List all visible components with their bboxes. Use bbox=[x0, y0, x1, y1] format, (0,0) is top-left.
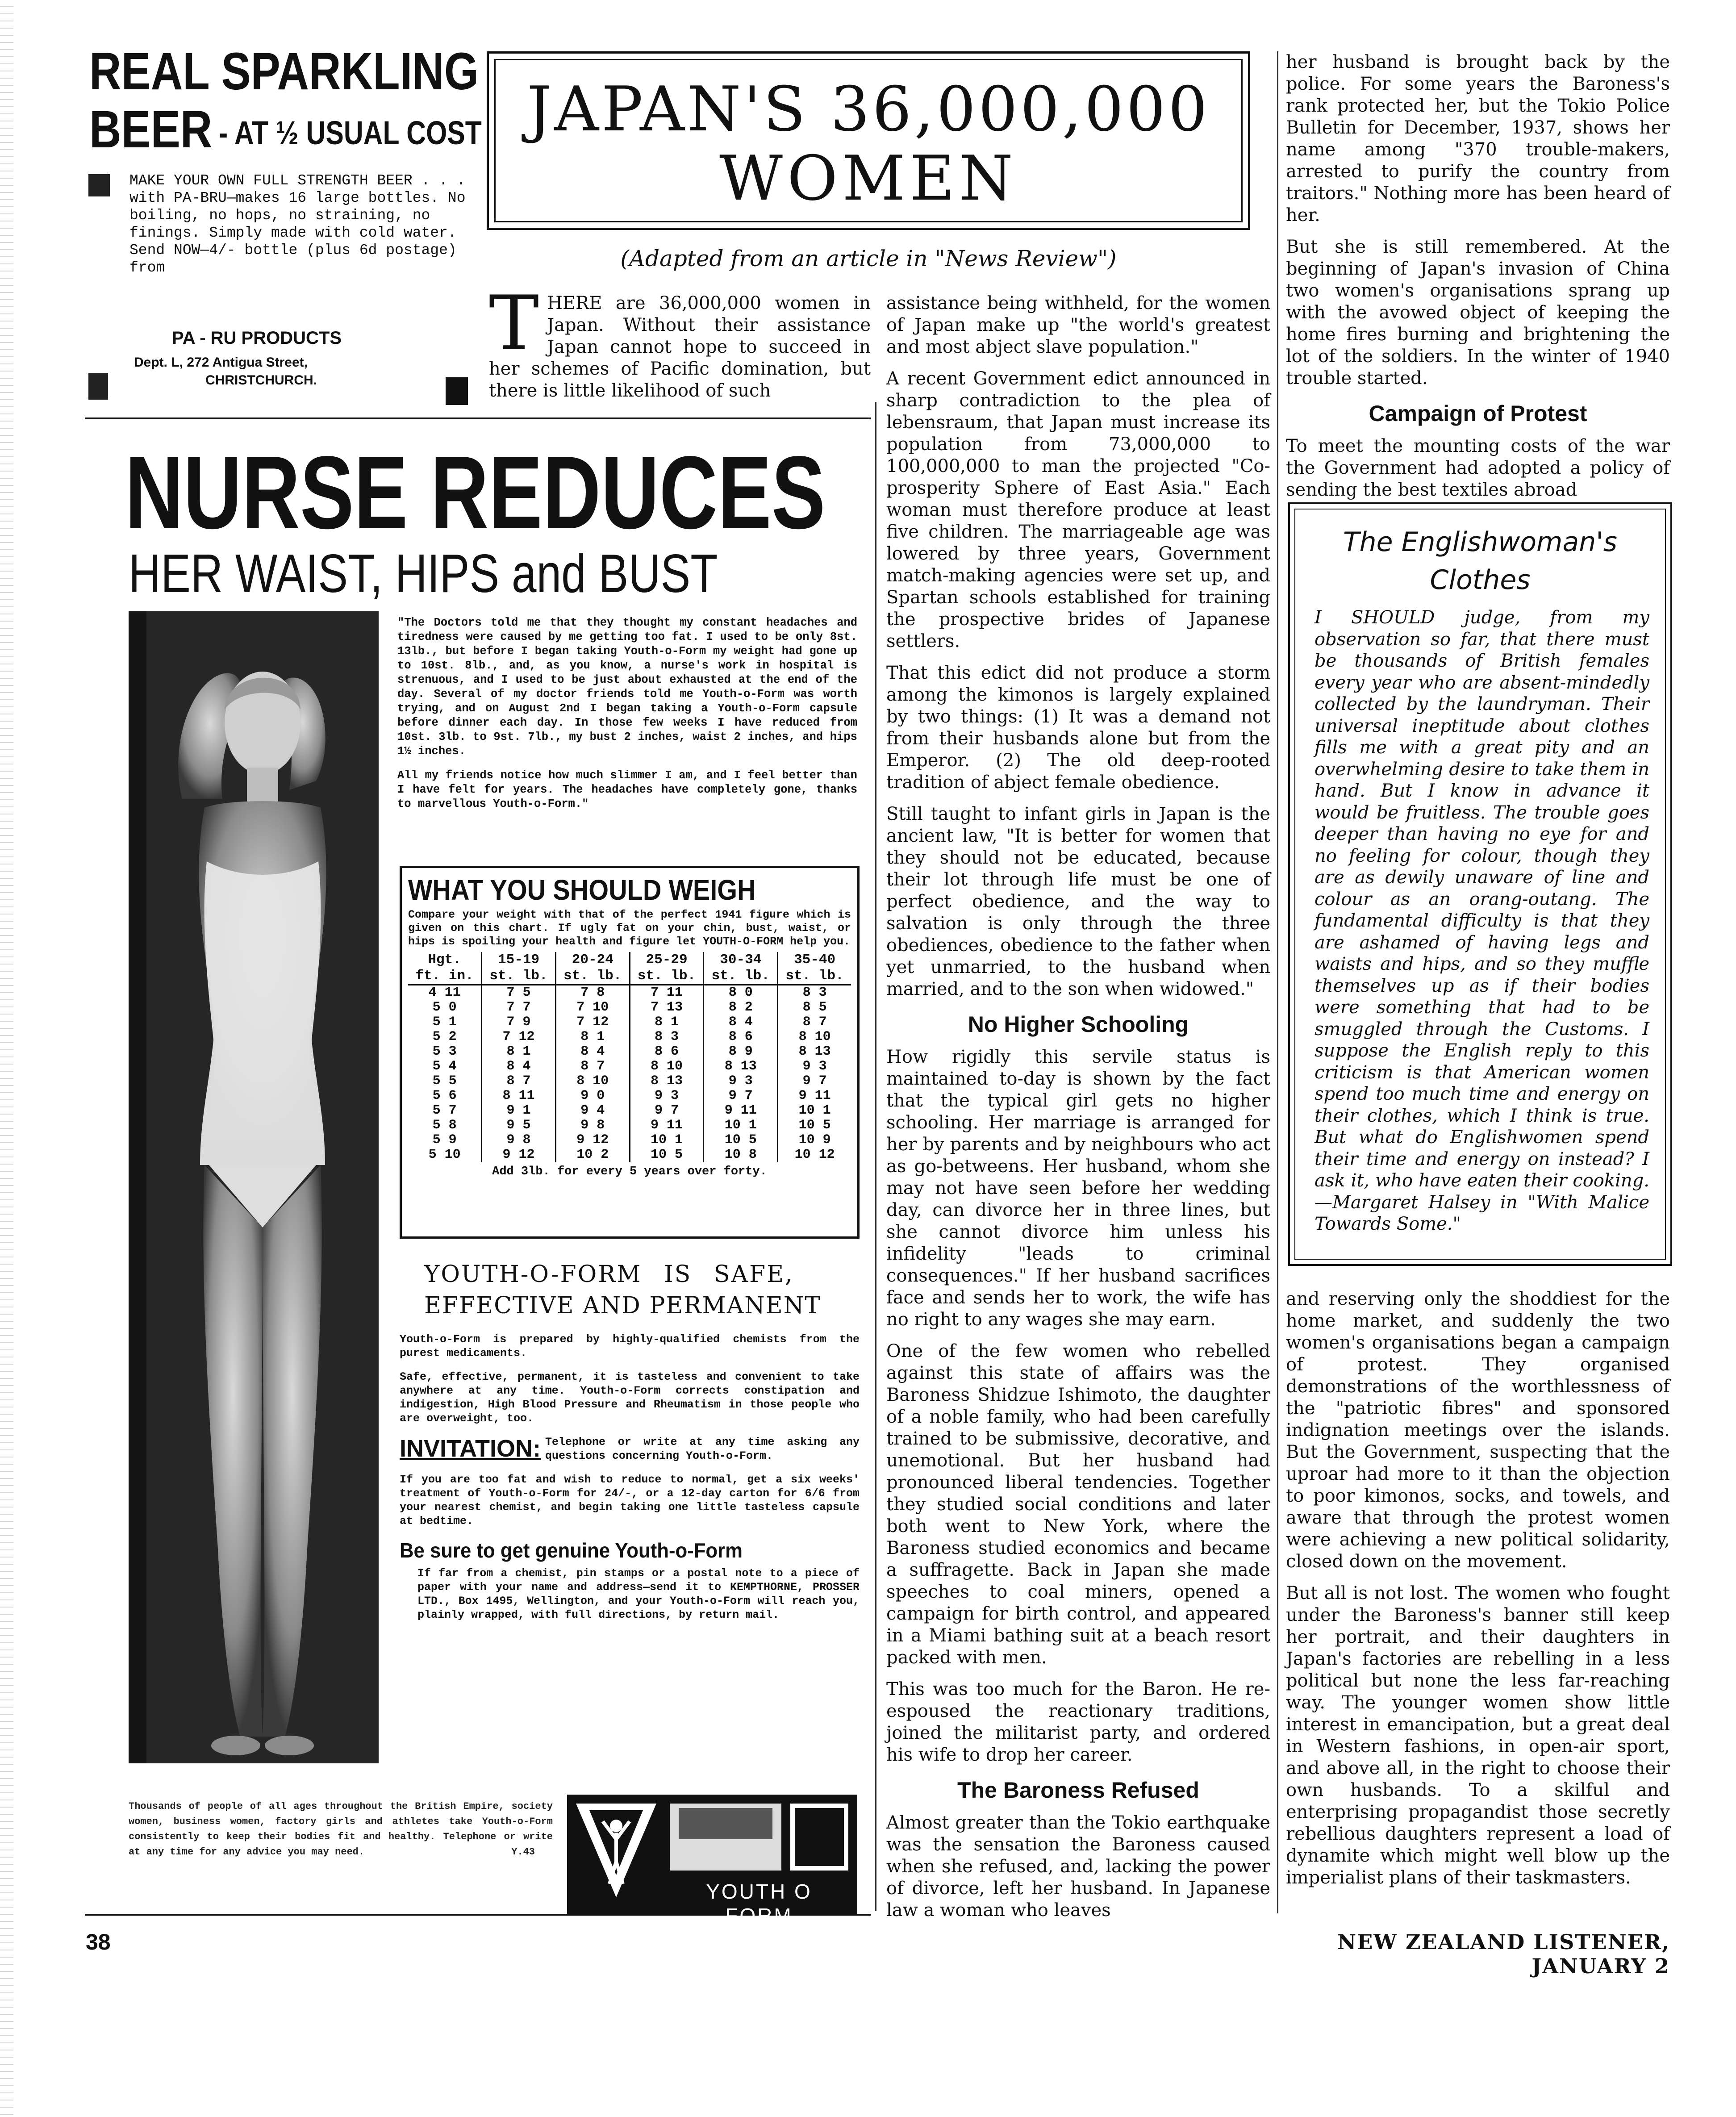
table-header-cell: 20-24 st. lb. bbox=[555, 952, 630, 985]
table-cell: 10 1 bbox=[630, 1133, 704, 1148]
invitation-label: INVITATION: bbox=[400, 1435, 541, 1462]
invitation bbox=[400, 1435, 860, 1463]
nurse-testimonial bbox=[397, 616, 857, 821]
table-cell: 9 7 bbox=[704, 1089, 778, 1103]
table-cell: 8 1 bbox=[555, 1030, 630, 1044]
beer-address-1: Dept. L, 272 Antigua Street, bbox=[134, 355, 308, 370]
table-header-cell: Hgt. ft. in. bbox=[408, 952, 482, 985]
table-cell: 8 6 bbox=[630, 1044, 704, 1059]
article-paragraph: Almost greater than the Tokio earthquake was the sensation the Baroness caused when she refused, and, lacking the power of divorce, left her husband. In Japanese law a woman who leaves bbox=[886, 1812, 1270, 1921]
table-cell: 7 12 bbox=[555, 1015, 630, 1030]
table-cell: 8 13 bbox=[778, 1044, 851, 1059]
subheading-baroness-refused: The Baroness Refused bbox=[957, 1778, 1199, 1803]
table-cell: 10 8 bbox=[704, 1148, 778, 1162]
article-paragraph: But all is not lost. The women who fought under the Baroness's banner still keep her portrait, and their daughters in Japan's factories are rebelling in a less political but none the less far-reaching way. The younger women show little interest in emancipation, but a great deal in Western fashions, in open-air sport, and above all, in the right to choose their own husbands. To a skilful and enterprising propagandist those secretly rebellious daughters represent a load of dynamite which might well blow up the imperialist plans of their taskmasters. bbox=[1286, 1583, 1670, 1888]
safe-heading-1: YOUTH-O-FORM IS SAFE, bbox=[424, 1261, 794, 1288]
table-cell: 9 8 bbox=[555, 1118, 630, 1133]
beer-address-2: CHRISTCHURCH. bbox=[205, 373, 317, 388]
table-cell: 10 5 bbox=[630, 1148, 704, 1162]
table-row bbox=[408, 1059, 851, 1074]
column-rule bbox=[1277, 51, 1278, 1913]
beer-bullet-1 bbox=[88, 174, 110, 196]
table-row bbox=[408, 1133, 851, 1148]
publication-footer: NEW ZEALAND LISTENER, JANUARY 2 bbox=[1337, 1930, 1670, 1978]
table-cell: 8 1 bbox=[482, 1044, 556, 1059]
table-cell: 8 2 bbox=[704, 1000, 778, 1015]
table-cell: 4 11 bbox=[428, 985, 461, 1000]
table-cell: 5 10 bbox=[428, 1147, 461, 1162]
table-cell: 8 9 bbox=[704, 1044, 778, 1059]
table-cell: 7 8 bbox=[555, 985, 630, 1001]
beer-bullet-3 bbox=[446, 377, 468, 405]
weight-chart-title: WHAT YOU SHOULD WEIGH bbox=[408, 874, 756, 906]
article-col1 bbox=[489, 280, 871, 412]
weight-table-footer: Add 3lb. for every 5 years over forty. bbox=[492, 1165, 767, 1178]
beer-company: PA - RU PRODUCTS bbox=[172, 328, 342, 348]
ad-paragraph: If you are too fat and wish to reduce to normal, get a six weeks' treatment of Youth-o-Form for 24/-, or a 12-day carton for 6/6 from your nearest chemist, and begin taking one little tasteless capsule at bedtime. bbox=[400, 1473, 860, 1528]
table-cell: 9 7 bbox=[630, 1103, 704, 1118]
article-col2 bbox=[886, 292, 1270, 1931]
subheading-campaign-of-protest: Campaign of Protest bbox=[1369, 401, 1587, 426]
weight-chart-intro: Compare your weight with that of the perfect 1941 figure which is given on this chart. If ugly fat on your chin, bust, waist, or hips is spoiling your health and figure let YOUTH-O-FORM help you. bbox=[408, 908, 851, 948]
ad-paragraph: Safe, effective, permanent, it is tasteless and convenient to take anywhere at any time. Youth-o-Form corrects constipation and indigestion, High Blood Pressure and Rheumatism in those people who are overweight, too. bbox=[400, 1370, 860, 1425]
nurse-photo bbox=[129, 611, 379, 1763]
article-paragraph: and reserving only the shoddiest for the home market, and suddenly the two women's organisations began a campaign of protest. They organised demonstrations of the worthlessness of the "patriotic fibres" and sponsored indignation meetings over the islands. But the Government, suspecting that the uproar had more to it than the objection to poor kimonos, socks, and towels, and aware that through the protest women were achieving a new political solidarity, closed down on the movement. bbox=[1286, 1289, 1670, 1572]
beer-ad bbox=[85, 42, 482, 409]
table-row bbox=[408, 1000, 851, 1015]
table-cell: 9 4 bbox=[555, 1103, 630, 1118]
table-row bbox=[408, 1118, 851, 1133]
safe-heading-2: EFFECTIVE AND PERMANENT bbox=[424, 1292, 821, 1319]
table-cell: 8 3 bbox=[630, 1030, 704, 1044]
table-cell: 10 9 bbox=[778, 1133, 851, 1148]
table-cell: 5 9 bbox=[432, 1132, 457, 1148]
table-cell: 8 13 bbox=[630, 1074, 704, 1089]
beer-headline-1: REAL SPARKLING bbox=[89, 42, 479, 101]
article-paragraph: To meet the mounting costs of the war the Government had adopted a policy of sending the best textiles abroad bbox=[1286, 436, 1670, 500]
article-paragraph: But she is still remembered. At the beginning of Japan's invasion of China two women's organisations sprang up with the avowed object of keeping the home fires burning and brightening the lot of the soldiers. In the winter of 1940 trouble started. bbox=[1286, 237, 1670, 388]
table-cell: 9 0 bbox=[555, 1089, 630, 1103]
table-row bbox=[408, 985, 851, 1001]
ad-code: Y.43 bbox=[511, 1846, 535, 1858]
table-cell: 5 6 bbox=[432, 1088, 457, 1103]
table-cell: 9 12 bbox=[482, 1148, 556, 1162]
table-cell: 8 4 bbox=[555, 1044, 630, 1059]
table-cell: 9 3 bbox=[704, 1074, 778, 1089]
sidebar-body: I SHOULD judge, from my observation so far, that there must be thousands of British females every year who are absent-mindedly collected by the laundryman. Their universal ineptitude about clothes fills me with a great pity and an overwhelming desire to take them in hand. But I know in advance it would be fruitless. The trouble goes deeper than having no eye for and no feeling for colour, though they are as dewily unaware of line and colour as an orang-outang. The fundamental difficulty is that they are ashamed of having legs and waists and hips, and so they muffle themselves up as if their bodies were something that had to be smuggled through the Customs. I suppose the English reply to this criticism is that American women spend too much time and energy on their clothes, which I think is true. But what do Englishwomen spend their time and energy on instead? I ask it, who have eaten their cooking.—Margaret Halsey in "With Malice Towards Some." bbox=[1315, 607, 1649, 1234]
table-cell: 8 4 bbox=[482, 1059, 556, 1074]
article-title-box bbox=[487, 51, 1250, 230]
table-cell: 7 13 bbox=[630, 1000, 704, 1015]
table-cell: 8 4 bbox=[704, 1015, 778, 1030]
testimonial-paragraph: All my friends notice how much slimmer I am, and I feel better than I have felt for years. The headaches have completely gone, thanks to marvellous Youth-o-Form." bbox=[397, 769, 857, 810]
weight-table-header bbox=[408, 952, 851, 985]
table-cell: 9 12 bbox=[555, 1133, 630, 1148]
table-header-cell: 25-29 st. lb. bbox=[630, 952, 704, 985]
table-cell: 7 12 bbox=[482, 1030, 556, 1044]
table-cell: 10 5 bbox=[778, 1118, 851, 1133]
beer-headline-3: - AT ½ USUAL COST bbox=[219, 114, 482, 151]
table-cell: 9 7 bbox=[778, 1074, 851, 1089]
article-col3-bottom bbox=[1286, 1288, 1670, 1899]
nurse-ad-body bbox=[400, 1332, 860, 1632]
table-cell: 8 5 bbox=[778, 1000, 851, 1015]
weight-table bbox=[408, 952, 851, 1162]
table-cell: 8 6 bbox=[704, 1030, 778, 1044]
table-cell: 9 8 bbox=[482, 1133, 556, 1148]
article-title-2: WOMEN bbox=[719, 142, 1018, 214]
table-cell: 5 4 bbox=[432, 1059, 457, 1074]
sidebar-englishwomans-clothes bbox=[1288, 502, 1672, 1266]
table-cell: 5 0 bbox=[432, 1000, 457, 1015]
table-cell: 10 12 bbox=[778, 1148, 851, 1162]
article-paragraph: her husband is brought back by the police. For some years the Baroness's rank protected her, but the Tokio Police Bulletin for December, 1937, shows her name among "370 trouble-makers, arrested to purify the country from traitors." Nothing more has been heard of her. bbox=[1286, 52, 1670, 225]
small-print: Thousands of people of all ages throughout the British Empire, society women, business women, factory girls and athletes take Youth-o-Form consistently to keep their bodies fit and healthy. Telephone or write at any time for any advice you may need. Y.43 bbox=[129, 1799, 553, 1860]
table-cell: 9 11 bbox=[778, 1089, 851, 1103]
table-cell: 8 3 bbox=[778, 985, 851, 1001]
table-cell: 5 3 bbox=[432, 1044, 457, 1059]
table-header-cell: 35-40 st. lb. bbox=[778, 952, 851, 985]
table-row bbox=[408, 1044, 851, 1059]
table-cell: 5 1 bbox=[432, 1015, 457, 1030]
article-paragraph: That this edict did not produce a storm among the kimonos is largely explained by two things: (1) It was a demand not from their husbands alone but from the Emperor. (2) The old deep-rooted tradition of abject female obedience. bbox=[886, 663, 1270, 793]
table-header-cell: 15-19 st. lb. bbox=[482, 952, 556, 985]
article-paragraph: HERE are 36,000,000 women in Japan. Without their assistance Japan cannot hope to succeed in her schemes of Pacific domination, but there is little likelihood of such bbox=[489, 293, 871, 401]
article-paragraph: Still taught to infant girls in Japan is the ancient law, "It is better for women that they should not be educated, because their lot through life must be one of perfect obedience, and the way to salvation is only through the three obediences, obedience to the father when yet unmarried, to the husband when married, and to the son when widowed." bbox=[886, 804, 1270, 999]
table-header-cell: 30-34 st. lb. bbox=[704, 952, 778, 985]
table-row bbox=[408, 1015, 851, 1030]
table-cell: 8 10 bbox=[555, 1074, 630, 1089]
table-cell: 8 7 bbox=[555, 1059, 630, 1074]
table-cell: 10 2 bbox=[555, 1148, 630, 1162]
table-cell: 8 10 bbox=[778, 1030, 851, 1044]
invitation-text: Telephone or write at any time asking any questions concerning Youth-o-Form. bbox=[545, 1436, 860, 1462]
table-row bbox=[408, 1148, 851, 1162]
beer-headline-2: BEER bbox=[89, 100, 213, 159]
article-paragraph: A recent Government edict announced in sharp contradiction to the plea of lebensraum, that Japan must increase its population from 73,000,000 to 100,000,000 to man the projected "Co-prosperity Sphere of East Asia." Each woman must therefore produce at least five children. The marriageable age was lowered by three years, Government match-making agencies were set up, and Spartan schools established for training the prospective brides of Japanese settlers. bbox=[886, 368, 1270, 651]
table-cell: 8 1 bbox=[630, 1015, 704, 1030]
table-cell: 7 5 bbox=[482, 985, 556, 1001]
table-cell: 9 3 bbox=[778, 1059, 851, 1074]
weight-chart bbox=[400, 866, 860, 1239]
sidebar-title-2: Clothes bbox=[1430, 564, 1531, 596]
column-rule bbox=[875, 402, 876, 1911]
table-row bbox=[408, 1074, 851, 1089]
article-col3-top bbox=[1286, 51, 1670, 511]
ad-paragraph: Youth-o-Form is prepared by highly-qualified chemists from the purest medicaments. bbox=[400, 1333, 860, 1360]
testimonial-paragraph: "The Doctors told me that they thought my constant headaches and tiredness were caused by me getting too fat. I used to be only 8st. 13lb., but before I began taking Youth-o-Form my weight had gone up to 10st. 8lb., and, as you know, a nurse's work in hospital is strenuous, and I used to be just about exhausted at the end of the day. Several of my doctor friends told me Youth-o-Form was worth trying, and on August 2nd I began taking a Youth-o-Form capsule before dinner each day. In those few weeks I have reduced from 10st. 3lb. to 9st. 7lb., my bust 2 inches, waist 2 inches, and hips 1½ inches. bbox=[397, 616, 857, 758]
table-cell: 9 11 bbox=[704, 1103, 778, 1118]
table-cell: 8 10 bbox=[630, 1059, 704, 1074]
table-cell: 9 5 bbox=[482, 1118, 556, 1133]
beer-bullet-2 bbox=[88, 373, 108, 400]
youth-o-form-logo bbox=[567, 1795, 857, 1927]
table-cell: 5 5 bbox=[432, 1073, 457, 1089]
table-cell: 10 1 bbox=[704, 1118, 778, 1133]
table-cell: 9 3 bbox=[630, 1089, 704, 1103]
table-cell: 7 11 bbox=[630, 985, 704, 1001]
table-row bbox=[408, 1030, 851, 1044]
table-cell: 8 7 bbox=[778, 1015, 851, 1030]
ad-paragraph: If far from a chemist, pin stamps or a postal note to a piece of paper with your name and address—send it to KEMPTHORNE, PROSSER LTD., Box 1495, Wellington, and your Youth-o-Form will reach you, plainly wrapped, with full directions, by return mail. bbox=[417, 1567, 860, 1621]
table-cell: 8 13 bbox=[704, 1059, 778, 1074]
table-cell: 8 7 bbox=[482, 1074, 556, 1089]
page-number: 38 bbox=[86, 1929, 111, 1954]
table-cell: 5 7 bbox=[432, 1103, 457, 1118]
article-source: (Adapted from an article in "News Review") bbox=[620, 246, 1117, 271]
article-paragraph: assistance being withheld, for the women of Japan make up "the world's greatest and most abject slave population." bbox=[886, 293, 1270, 357]
dropcap: T bbox=[489, 280, 539, 367]
table-row bbox=[408, 1089, 851, 1103]
table-cell: 8 0 bbox=[704, 985, 778, 1001]
table-cell: 10 5 bbox=[704, 1133, 778, 1148]
table-cell: 5 2 bbox=[432, 1029, 457, 1044]
nurse-headline-2: HER WAIST, HIPS and BUST bbox=[129, 543, 718, 604]
table-cell: 7 9 bbox=[482, 1015, 556, 1030]
table-cell: 10 1 bbox=[778, 1103, 851, 1118]
beer-body: MAKE YOUR OWN FULL STRENGTH BEER . . . with PA-BRU—makes 16 large bottles. No boiling, no hops, no straining, no finings. Simply made with cold water. Send NOW—4/- bottle (plus 6d postage) from bbox=[129, 172, 466, 276]
table-cell: 7 7 bbox=[482, 1000, 556, 1015]
nurse-headline-1: NURSE REDUCES bbox=[125, 435, 826, 551]
table-cell: 5 8 bbox=[432, 1118, 457, 1133]
woman-figure-illustration bbox=[129, 611, 379, 1763]
article-title-1: JAPAN'S 36,000,000 bbox=[526, 73, 1210, 145]
article-paragraph: One of the few women who rebelled against this state of affairs was the Baroness Shidzue Ishimoto, the daughter of a noble family, who had been carefully trained to be submissive, decorative, and unemotional. But her husband had pronounced liberal tendencies. Together they studied social conditions and later both went to New York, where the Baroness studied economics and became a suffragette. Back in Japan she made speeches to coal miners, opened a campaign for birth control, and appeared in a Miami bathing suit at a beach resort packed with men. bbox=[886, 1341, 1270, 1668]
logo-text: YOUTH O FORM bbox=[706, 1880, 812, 1927]
table-row bbox=[408, 1103, 851, 1118]
subheading-no-higher-schooling: No Higher Schooling bbox=[968, 1012, 1189, 1037]
be-sure-heading: Be sure to get genuine Youth-o-Form bbox=[400, 1539, 743, 1562]
table-cell: 9 11 bbox=[630, 1118, 704, 1133]
nurse-ad bbox=[85, 418, 871, 1927]
page-edge bbox=[0, 0, 13, 2117]
sidebar-title-1: The Englishwoman's bbox=[1343, 526, 1618, 558]
article-paragraph: This was too much for the Baron. He re-espoused the reactionary traditions, joined the militarist party, and ordered his wife to drop her career. bbox=[886, 1679, 1270, 1765]
table-cell: 8 11 bbox=[482, 1089, 556, 1103]
article-paragraph: How rigidly this servile status is maintained to-day is shown by the fact that the typical girl gets no higher schooling. Her marriage is arranged for her by parents and by neighbours who act as go-betweens. Her husband, whom she may not have seen before her wedding day, can divorce her in three lines, but she cannot divorce him unless his infidelity "leads to criminal consequences." If her husband sacrifices face and sends her to work, the wife has no right to any wages she may earn. bbox=[886, 1047, 1270, 1330]
table-cell: 7 10 bbox=[555, 1000, 630, 1015]
table-cell: 9 1 bbox=[482, 1103, 556, 1118]
